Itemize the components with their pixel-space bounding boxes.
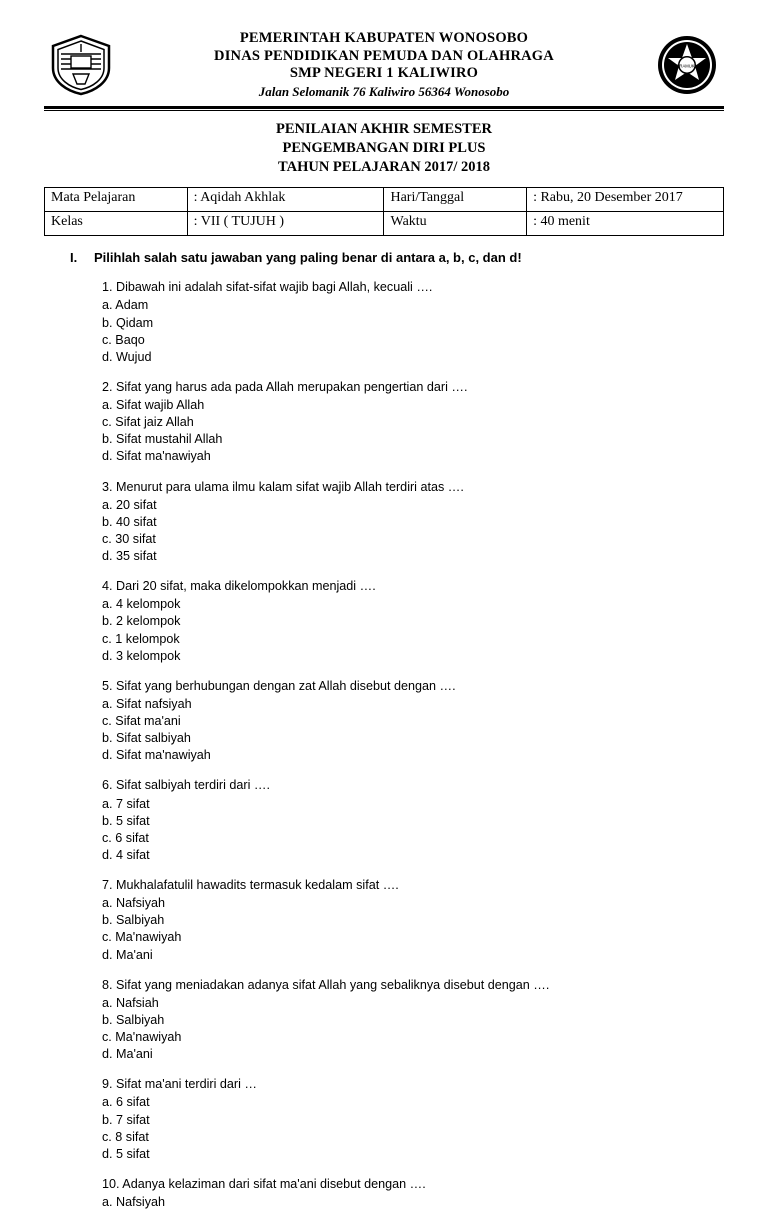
option-d: d. 4 sifat (102, 847, 150, 862)
option-d: d. 3 kelompok (102, 648, 181, 663)
subject-label: Mata Pelajaran (45, 188, 188, 212)
exam-info-table (44, 187, 724, 236)
section-instruction (44, 250, 724, 265)
header-text-block (126, 30, 642, 100)
table-row (45, 212, 724, 236)
class-label: Kelas (45, 212, 188, 236)
date-value: : Rabu, 20 Desember 2017 (527, 188, 724, 212)
question-item (102, 977, 724, 1064)
option-d: d. Sifat ma'nawiyah (102, 748, 211, 763)
question-text: 4. Dari 20 sifat, maka dikelompokkan menjadi …. (102, 579, 376, 594)
option-a: a. Sifat wajib Allah (102, 398, 205, 413)
option-b: b. Salbiyah (102, 913, 165, 928)
option-a: a. 6 sifat (102, 1095, 150, 1110)
option-b: b. 5 sifat (102, 813, 150, 828)
option-b: b. Salbiyah (102, 1012, 165, 1027)
option-c: c. 8 sifat (102, 1129, 149, 1144)
option-b: b. Sifat salbiyah (102, 731, 191, 746)
exam-title-block (44, 120, 724, 177)
question-item (102, 1076, 724, 1163)
question-item (102, 578, 724, 665)
question-text: 6. Sifat salbiyah terdiri dari …. (102, 778, 270, 793)
question-text: 9. Sifat ma'ani terdiri dari … (102, 1077, 257, 1092)
pramuka-emblem-icon (650, 30, 724, 96)
question-text: 5. Sifat yang berhubungan dengan zat Allah disebut dengan …. (102, 678, 456, 693)
option-a: a. 20 sifat (102, 497, 157, 512)
option-a: a. Nafsiyah (102, 896, 165, 911)
option-c: c. Ma'nawiyah (102, 930, 182, 945)
question-item (102, 1176, 724, 1211)
header-line-2: DINAS PENDIDIKAN PEMUDA DAN OLAHRAGA (214, 47, 554, 64)
question-item (102, 877, 724, 964)
option-c: c. Sifat ma'ani (102, 714, 181, 729)
header-divider-thin (44, 110, 724, 111)
time-value: : 40 menit (527, 212, 724, 236)
option-b: b. Qidam (102, 315, 154, 330)
kabupaten-wonosobo-crest-icon (44, 30, 118, 96)
subject-value: : Aqidah Akhlak (187, 188, 384, 212)
question-text: 2. Sifat yang harus ada pada Allah merupakan pengertian dari …. (102, 379, 468, 394)
svg-text:PRAMUKA: PRAMUKA (676, 63, 698, 69)
option-d: d. Ma'ani (102, 947, 153, 962)
option-b: b. 7 sifat (102, 1112, 150, 1127)
option-c: c. Sifat jaiz Allah (102, 415, 194, 430)
option-c: c. Baqo (102, 332, 145, 347)
class-value: : VII ( TUJUH ) (187, 212, 384, 236)
option-a: a. Adam (102, 298, 149, 313)
option-a: a. Nafsiyah (102, 1195, 165, 1210)
question-text: 8. Sifat yang meniadakan adanya sifat Allah yang sebaliknya disebut dengan …. (102, 977, 550, 992)
option-c: c. 6 sifat (102, 830, 149, 845)
option-b: b. 40 sifat (102, 514, 157, 529)
question-item (102, 777, 724, 864)
option-b: b. Sifat mustahil Allah (102, 432, 223, 447)
question-item (102, 479, 724, 566)
question-text: 10. Adanya kelaziman dari sifat ma'ani disebut dengan …. (102, 1176, 426, 1191)
header-line-3: SMP NEGERI 1 KALIWIRO (289, 65, 479, 82)
section-number: I. (70, 250, 78, 266)
option-a: a. Sifat nafsiyah (102, 696, 192, 711)
table-row (45, 188, 724, 212)
option-a: a. 7 sifat (102, 796, 150, 811)
option-d: d. 5 sifat (102, 1146, 150, 1161)
question-item (102, 678, 724, 765)
option-d: d. Ma'ani (102, 1047, 153, 1062)
exam-title-line-1: PENILAIAN AKHIR SEMESTER (276, 120, 492, 137)
section-instruction-text: Pilihlah salah satu jawaban yang paling benar di antara a, b, c, dan d! (94, 250, 522, 266)
question-list (44, 279, 724, 1211)
option-a: a. Nafsiah (102, 995, 159, 1010)
question-item (102, 379, 724, 466)
header-address: Jalan Selomanik 76 Kaliwiro 56364 Wonosobo (258, 84, 510, 100)
question-text: 7. Mukhalafatulil hawadits termasuk kedalam sifat …. (102, 878, 399, 893)
question-item (102, 279, 724, 366)
exam-title-line-3: TAHUN PELAJARAN 2017/ 2018 (278, 159, 490, 176)
time-label: Waktu (384, 212, 527, 236)
option-b: b. 2 kelompok (102, 614, 181, 629)
option-d: d. Sifat ma'nawiyah (102, 449, 211, 464)
option-d: d. 35 sifat (102, 549, 157, 564)
exam-title-line-2: PENGEMBANGAN DIRI PLUS (282, 140, 486, 157)
option-a: a. 4 kelompok (102, 597, 181, 612)
option-c: c. 1 kelompok (102, 631, 180, 646)
header-line-1: PEMERINTAH KABUPATEN WONOSOBO (239, 30, 529, 46)
option-c: c. Ma'nawiyah (102, 1030, 182, 1045)
document-header (44, 30, 724, 100)
option-c: c. 30 sifat (102, 531, 156, 546)
question-text: 3. Menurut para ulama ilmu kalam sifat wajib Allah terdiri atas …. (102, 479, 464, 494)
date-label: Hari/Tanggal (384, 188, 527, 212)
option-d: d. Wujud (102, 349, 152, 364)
header-divider-thick (44, 106, 724, 109)
question-text: 1. Dibawah ini adalah sifat-sifat wajib bagi Allah, kecuali …. (102, 280, 433, 295)
